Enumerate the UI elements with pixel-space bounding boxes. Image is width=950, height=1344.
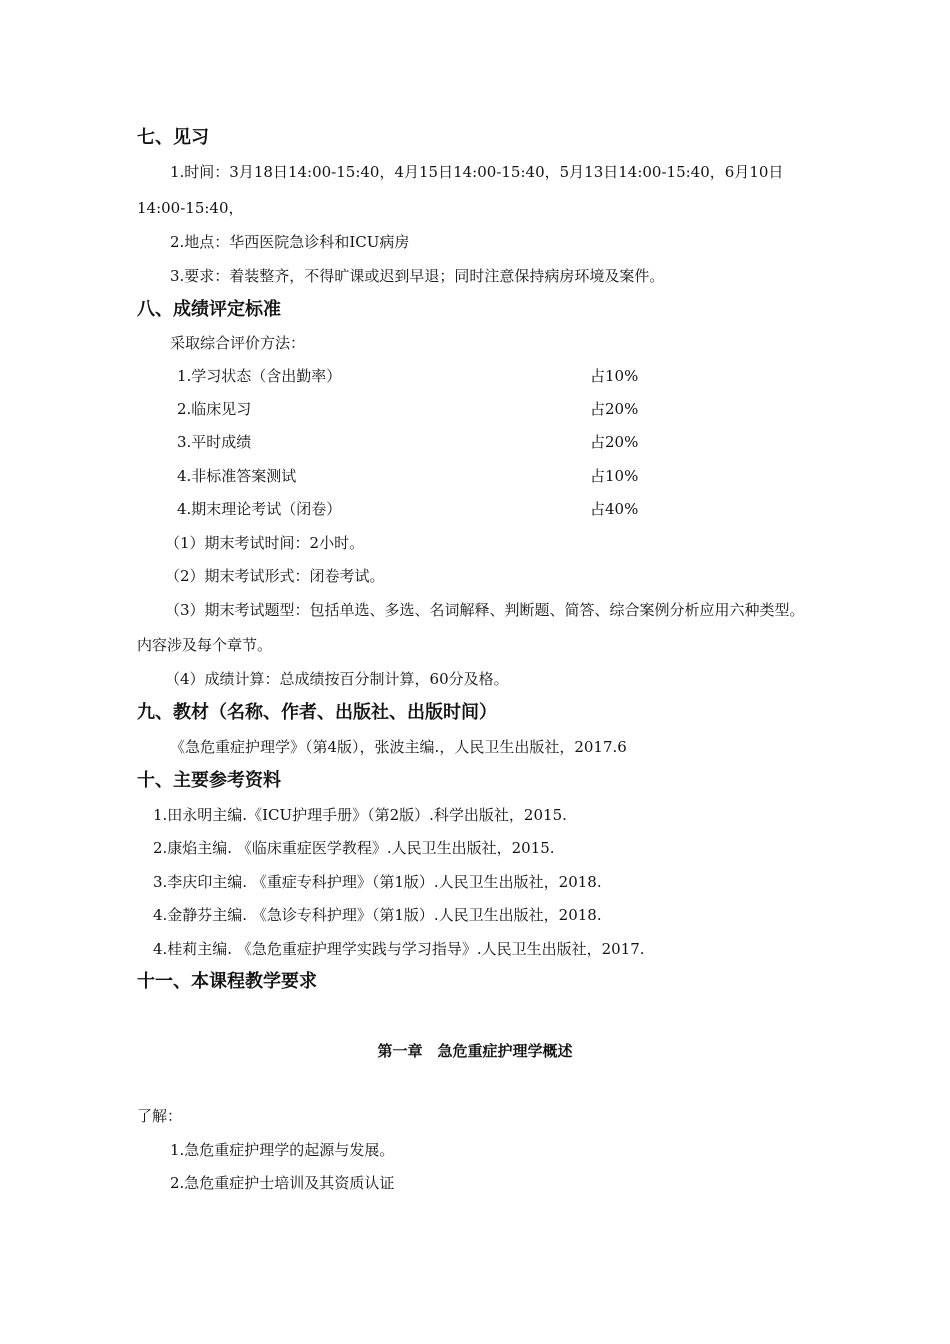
grading-item-weight: 占10% <box>590 467 639 485</box>
grading-item-label: 1.学习状态（含出勤率） <box>177 367 342 385</box>
section-9-heading: 九、教材（名称、作者、出版社、出版时间） <box>137 702 497 723</box>
reference-item: 2.康焰主编. 《临床重症医学教程》.人民卫生出版社，2015. <box>153 839 555 857</box>
s8-exam-form: （2）期末考试形式：闭卷考试。 <box>165 567 385 585</box>
reference-item: 4.金静芬主编. 《急诊专科护理》（第1版）.人民卫生出版社，2018. <box>153 906 602 924</box>
grading-item-label: 4.期末理论考试（闭卷） <box>177 500 342 518</box>
s7-time-line2: 14:00-15:40， <box>137 199 244 217</box>
s7-place: 2.地点：华西医院急诊科和ICU病房 <box>170 233 410 251</box>
s8-score-calc: （4）成绩计算：总成绩按百分制计算，60分及格。 <box>165 670 509 688</box>
grading-item-label: 4.非标准答案测试 <box>177 467 297 485</box>
section-7-heading: 七、见习 <box>137 127 209 148</box>
chapter-item: 2.急危重症护士培训及其资质认证 <box>170 1174 395 1192</box>
grading-item-weight: 占20% <box>590 400 639 418</box>
chapter-item: 1.急危重症护理学的起源与发展。 <box>170 1141 395 1159</box>
reference-item: 1.田永明主编.《ICU护理手册》（第2版）.科学出版社，2015. <box>153 806 567 824</box>
s7-requirement: 3.要求：着装整齐，不得旷课或迟到早退；同时注意保持病房环境及案件。 <box>170 267 665 285</box>
grading-item-label: 3.平时成绩 <box>177 433 252 451</box>
s8-exam-types-line1: （3）期末考试题型：包括单选、多选、名词解释、判断题、简答、综合案例分析应用六种类型。 <box>165 601 805 619</box>
section-11-heading: 十一、本课程教学要求 <box>137 971 317 992</box>
grading-item-label: 2.临床见习 <box>177 400 252 418</box>
understand-label: 了解： <box>137 1107 183 1125</box>
s8-exam-time: （1）期末考试时间：2小时。 <box>165 534 365 552</box>
grading-item-weight: 占20% <box>590 433 639 451</box>
s7-time-line1: 1.时间：3月18日14:00-15:40，4月15日14:00-15:40，5月13日14:00-15:40，6月10日 <box>170 163 784 181</box>
section-8-heading: 八、成绩评定标准 <box>137 299 281 320</box>
grading-item-weight: 占10% <box>590 367 639 385</box>
s8-intro: 采取综合评价方法： <box>170 334 306 352</box>
s9-textbook: 《急危重症护理学》（第4版），张波主编.，人民卫生出版社，2017.6 <box>170 738 627 756</box>
reference-item: 4.桂莉主编. 《急危重症护理学实践与学习指导》.人民卫生出版社，2017. <box>153 940 645 958</box>
chapter-title: 第一章 急危重症护理学概述 <box>377 1042 573 1060</box>
s8-exam-types-line2: 内容涉及每个章节。 <box>137 636 273 654</box>
reference-item: 3.李庆印主编. 《重症专科护理》（第1版）.人民卫生出版社，2018. <box>153 873 602 891</box>
grading-item-weight: 占40% <box>590 500 639 518</box>
section-10-heading: 十、主要参考资料 <box>137 770 281 791</box>
